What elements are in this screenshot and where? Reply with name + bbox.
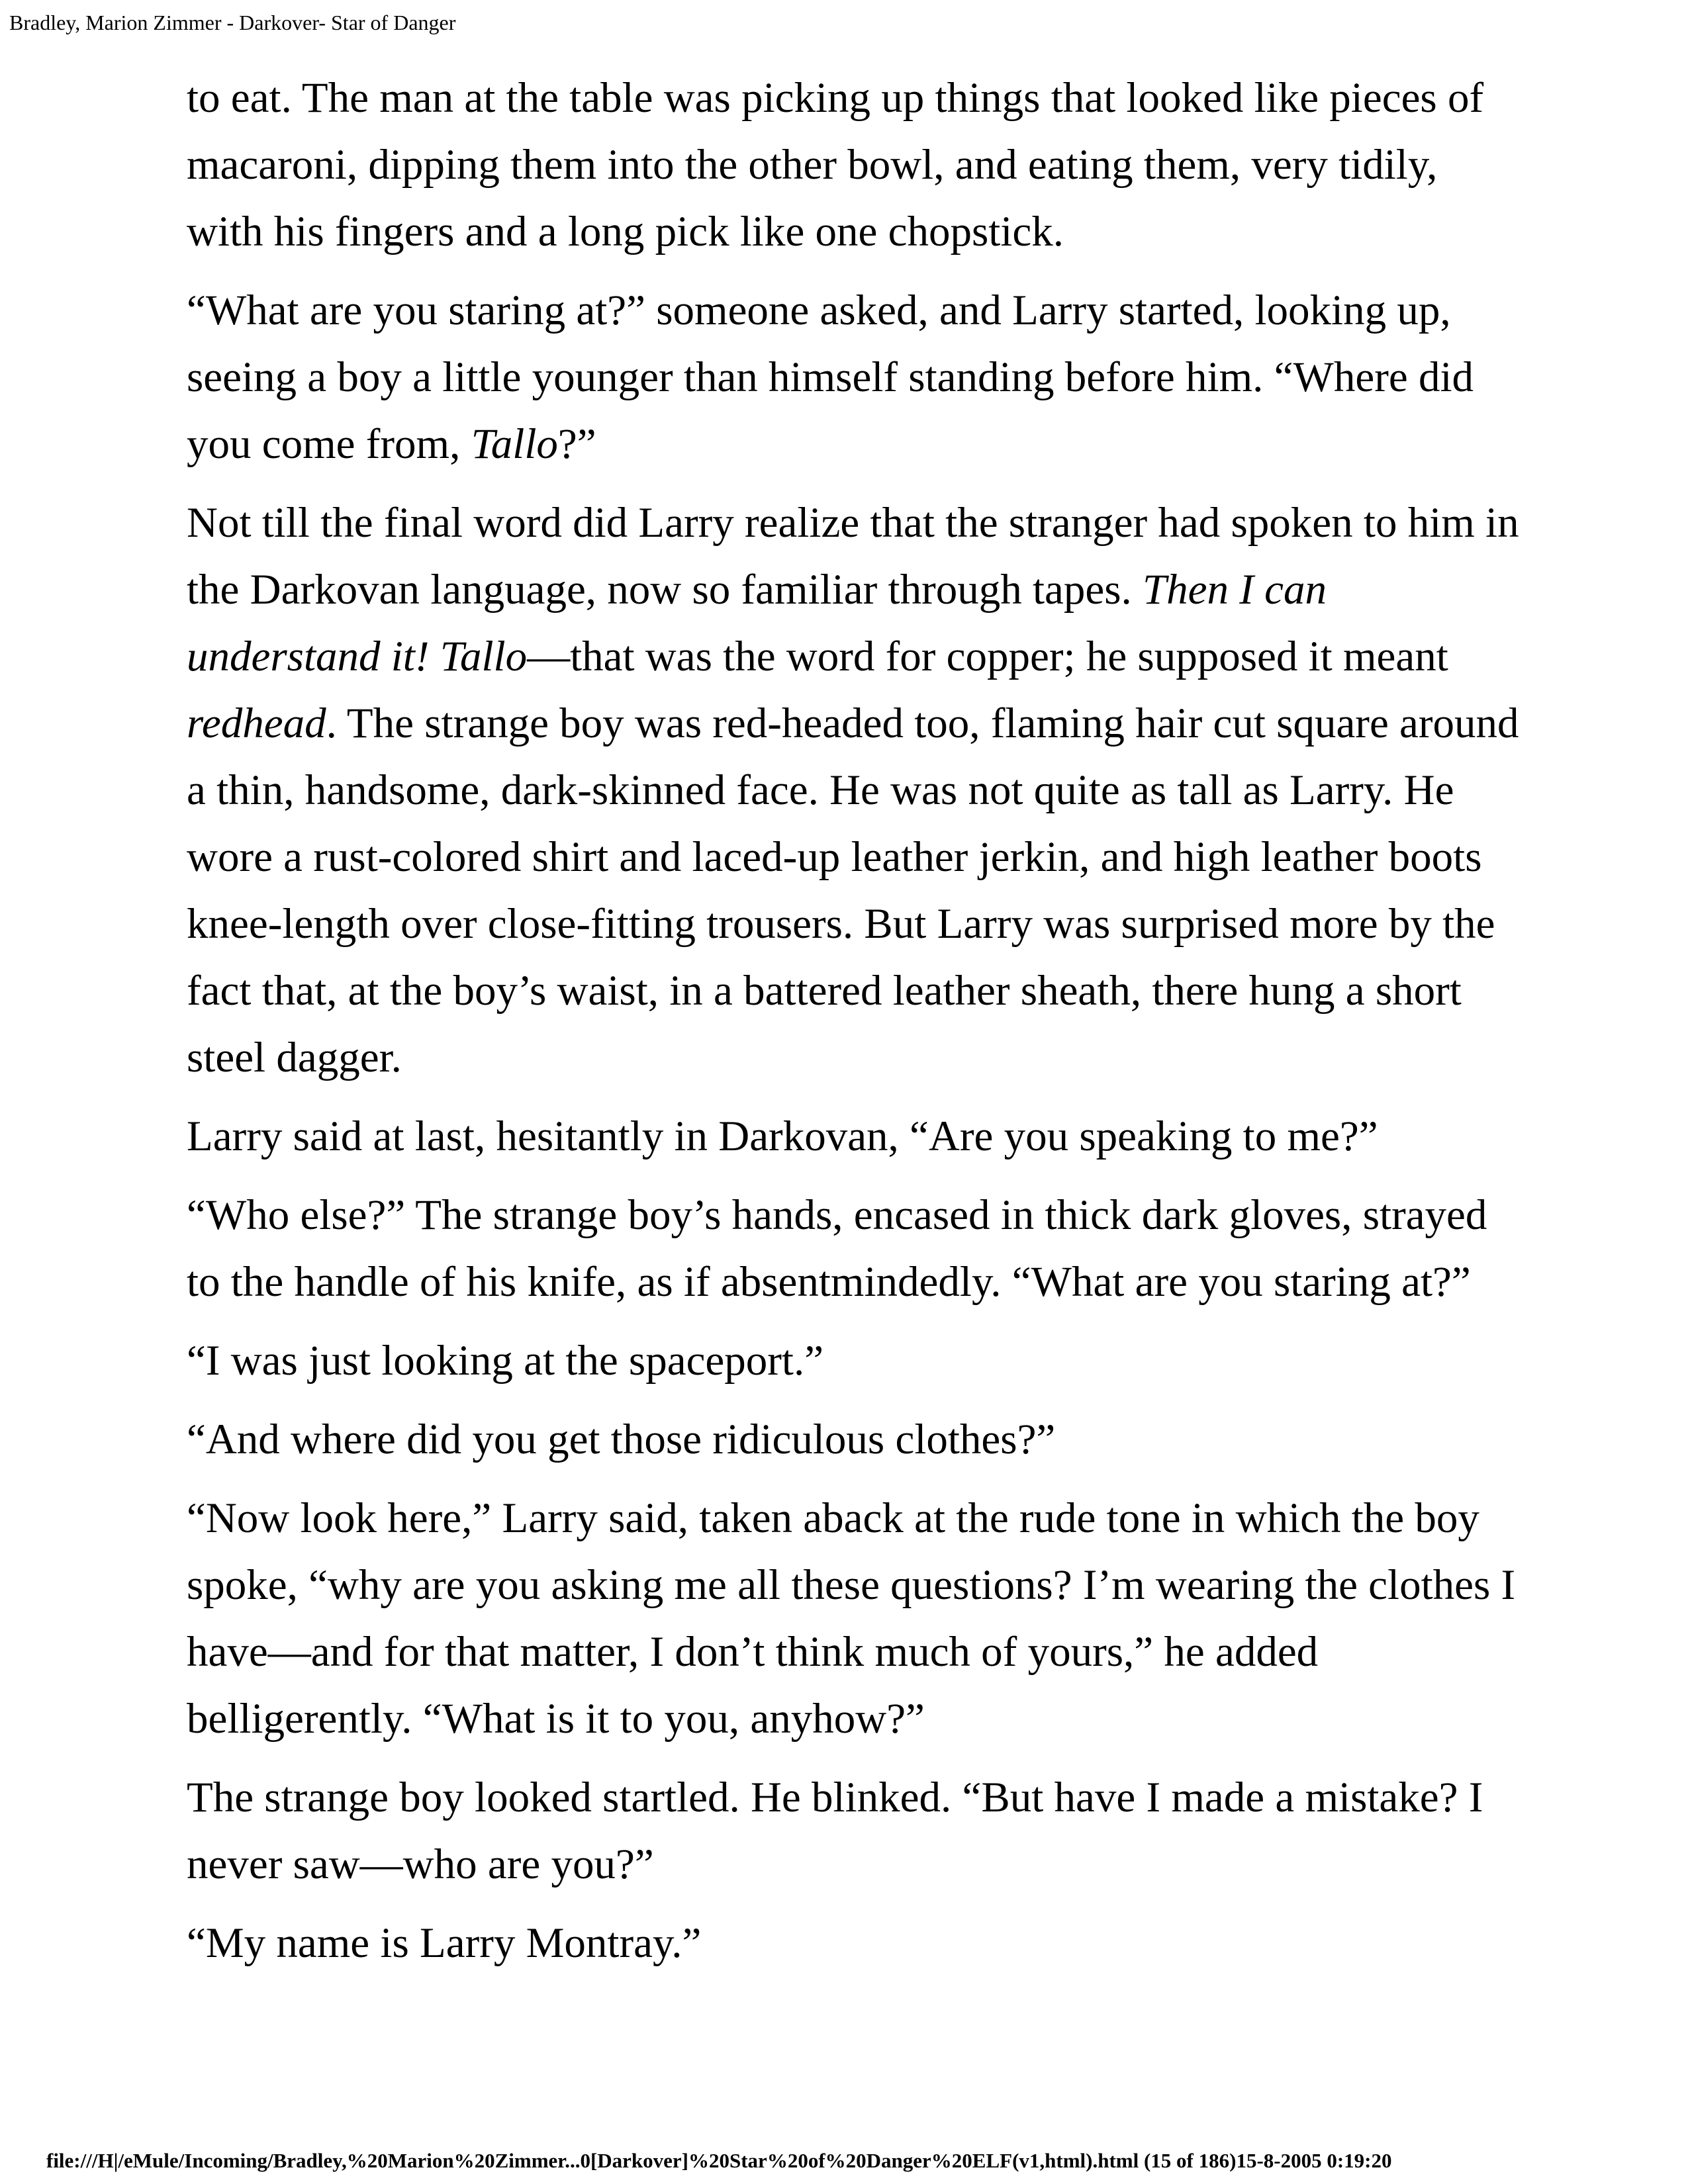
text-run: ?” <box>557 420 596 468</box>
document-body <box>187 65 1524 1989</box>
text-run: The strange boy looked startled. He blinked. “But have I made a mistake? I never saw—who are you?” <box>187 1774 1483 1888</box>
text-run: to eat. The man at the table was picking up things that looked like pieces of macaroni, dipping them into the other bowl, and eating them, very tidily, with his fingers and a long pick like one chopstick. <box>187 74 1484 255</box>
paragraph <box>187 65 1524 265</box>
paragraph <box>187 1182 1524 1316</box>
text-run: Not till the final word did Larry realize that the stranger had spoken to him in the Darkovan language, now so familiar through tapes. <box>187 499 1519 614</box>
paragraph <box>187 1103 1524 1170</box>
text-run: . The strange boy was red-headed too, flaming hair cut square around a thin, handsome, dark-skinned face. He was not quite as tall as Larry. He wore a rust-colored shirt and laced-up leather jerkin, and high leather boots knee-length over close-fitting trousers. But Larry was surprised more by the fact that, at the boy’s waist, in a battered leather sheath, there hung a short steel dagger. <box>187 700 1519 1081</box>
page-header: Bradley, Marion Zimmer - Darkover- Star of Danger <box>9 11 456 34</box>
paragraph <box>187 490 1524 1091</box>
paragraph <box>187 1406 1524 1473</box>
paragraph <box>187 277 1524 478</box>
text-run: “Now look here,” Larry said, taken aback at the rude tone in which the boy spoke, “why are you asking me all these questions? I’m wearing the clothes I have—and for that matter, I don’t think much of yours,” he added belligerently. “What is it to you, anyhow?” <box>187 1494 1516 1743</box>
text-run: “I was just looking at the spaceport.” <box>187 1337 824 1385</box>
text-run: Larry said at last, hesitantly in Darkovan, “Are you speaking to me?” <box>187 1113 1378 1160</box>
paragraph <box>187 1764 1524 1898</box>
italic-text-run: Then I can understand it! Tallo <box>187 566 1327 680</box>
text-run: —that was the word for copper; he supposed it meant <box>527 633 1448 680</box>
text-run: “Who else?” The strange boy’s hands, encased in thick dark gloves, strayed to the handle of his knife, as if absentmindedly. “What are you staring at?” <box>187 1191 1487 1306</box>
paragraph <box>187 1328 1524 1394</box>
italic-text-run: redhead <box>187 700 326 747</box>
italic-text-run: Tallo <box>471 420 558 468</box>
text-run: “My name is Larry Montray.” <box>187 1919 702 1967</box>
text-run: “And where did you get those ridiculous clothes?” <box>187 1416 1056 1463</box>
page-footer-url: file:///H|/eMule/Incoming/Bradley,%20Marion%20Zimmer...0[Darkover]%20Star%20of%20Danger%20ELF(v1,html).html (15 of 186)15-8-2005 0:19:20 <box>46 2149 1392 2172</box>
text-run: “What are you staring at?” someone asked, and Larry started, looking up, seeing a boy a little younger than himself standing before him. “Where did you come from, <box>187 287 1474 468</box>
paragraph <box>187 1485 1524 1752</box>
paragraph <box>187 1910 1524 1977</box>
